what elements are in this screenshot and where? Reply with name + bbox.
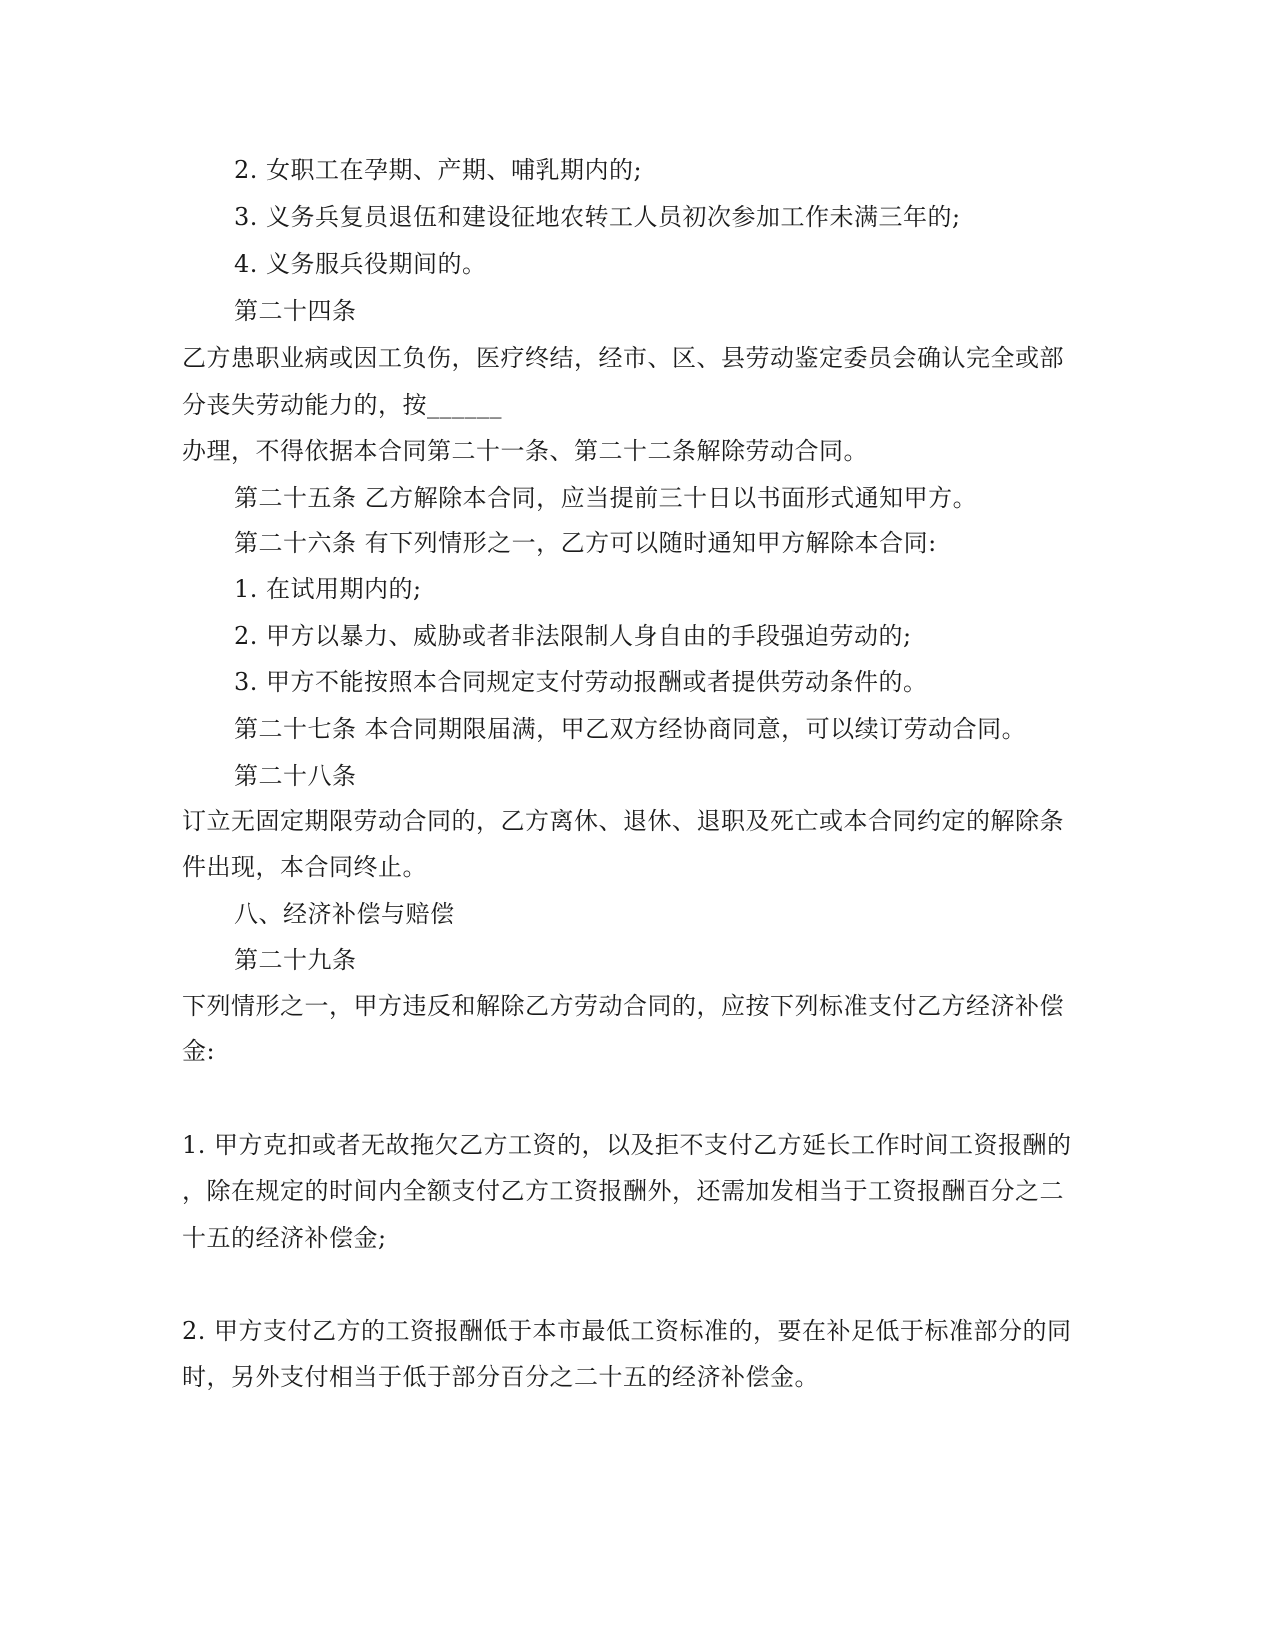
list-item-2-text: 时，另外支付相当于低于部分百分之二十五的经济补偿金。 (182, 1363, 819, 1391)
list-item-2: 2. 甲方支付乙方的工资报酬低于本市最低工资标准的，要在补足低于标准部分的同 (182, 1317, 1072, 1345)
list-item-4: 4. 义务服兵役期间的。 (234, 250, 487, 278)
article-24-text: 分丧失劳动能力的，按______ (182, 391, 502, 419)
list-item-1: 1. 甲方克扣或者无故拖欠乙方工资的，以及拒不支付乙方延长工作时间工资报酬的 (182, 1131, 1072, 1159)
article-24-heading: 第二十四条 (234, 297, 357, 325)
article-28-text: 订立无固定期限劳动合同的，乙方离休、退休、退职及死亡或本合同约定的解除条 (182, 807, 1064, 835)
article-29-text: 下列情形之一，甲方违反和解除乙方劳动合同的，应按下列标准支付乙方经济补偿 (182, 992, 1064, 1020)
list-item-3: 3. 甲方不能按照本合同规定支付劳动报酬或者提供劳动条件的。 (234, 668, 928, 696)
list-item-2: 2. 甲方以暴力、威胁或者非法限制人身自由的手段强迫劳动的; (234, 622, 912, 650)
article-24-text: 乙方患职业病或因工负伤，医疗终结，经市、区、县劳动鉴定委员会确认完全或部 (182, 344, 1064, 372)
article-29-heading: 第二十九条 (234, 946, 357, 974)
list-item-1: 1. 在试用期内的; (234, 575, 422, 603)
article-26: 第二十六条 有下列情形之一，乙方可以随时通知甲方解除本合同: (234, 529, 937, 557)
article-27: 第二十七条 本合同期限届满，甲乙双方经协商同意，可以续订劳动合同。 (234, 715, 1027, 743)
list-item-1-text: 十五的经济补偿金; (182, 1224, 387, 1252)
article-28-text: 件出现，本合同终止。 (182, 853, 427, 881)
section-heading: 八、经济补偿与赔偿 (234, 900, 455, 928)
article-24-text: 办理，不得依据本合同第二十一条、第二十二条解除劳动合同。 (182, 437, 868, 465)
article-29-text: 金: (182, 1037, 216, 1065)
article-25: 第二十五条 乙方解除本合同，应当提前三十日以书面形式通知甲方。 (234, 484, 978, 512)
list-item-3: 3. 义务兵复员退伍和建设征地农转工人员初次参加工作未满三年的; (234, 203, 961, 231)
list-item-2: 2. 女职工在孕期、产期、哺乳期内的; (234, 156, 643, 184)
article-28-heading: 第二十八条 (234, 762, 357, 790)
list-item-1-text: ，除在规定的时间内全额支付乙方工资报酬外，还需加发相当于工资报酬百分之二 (182, 1177, 1064, 1205)
